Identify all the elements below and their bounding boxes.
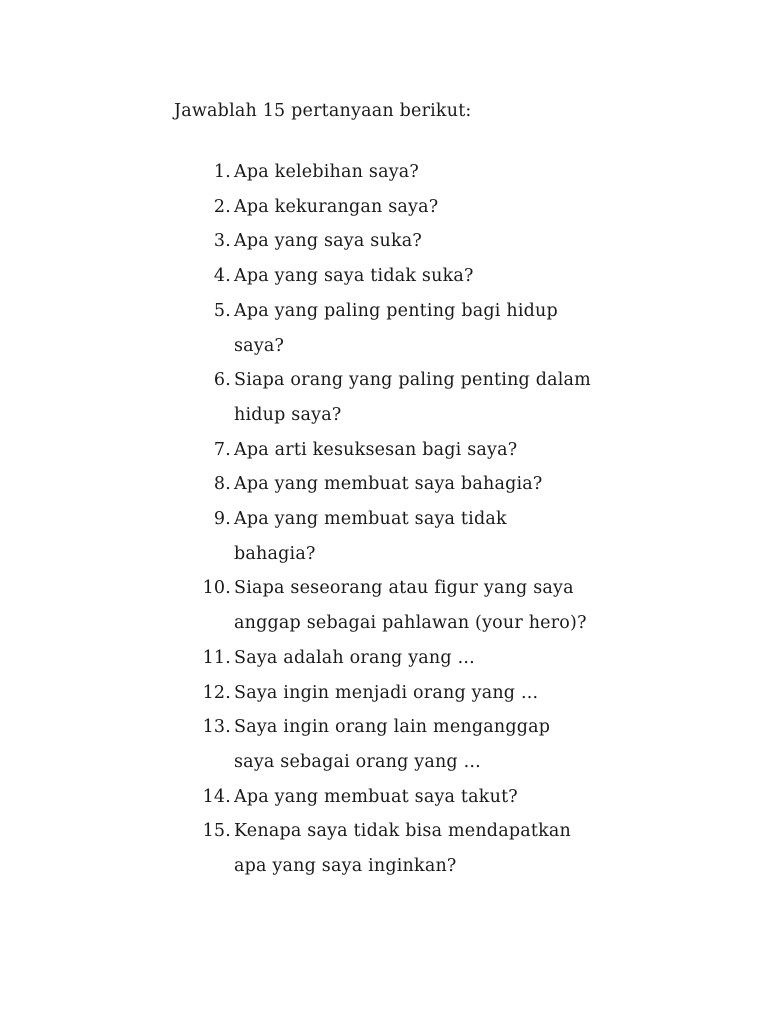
question-number: 14. [202,786,231,807]
question-item [0,224,768,259]
question-text-line: Kenapa saya tidak bisa mendapatkan [234,821,572,842]
question-item [0,259,768,294]
question-text-line: Apa yang paling penting bagi hidup [234,300,558,321]
question-number: 12. [202,682,231,703]
question-text-line: Apa yang membuat saya takut? [234,786,518,807]
question-item [0,433,768,468]
question-number: 2. [213,196,231,217]
question-text-line: saya? [234,335,285,356]
question-text-line: Apa arti kesuksesan bagi saya? [234,439,518,460]
question-number: 15. [202,821,231,842]
question-text-line: Saya ingin orang lain menganggap [234,717,551,738]
question-number: 6. [213,370,231,391]
question-text-line: hidup saya? [234,404,342,425]
question-item [0,676,768,711]
question-list [0,155,768,884]
question-item [0,710,768,779]
question-number: 7. [213,439,231,460]
question-item [0,502,768,571]
question-item [0,814,768,883]
question-text-line: Apa kekurangan saya? [234,196,439,217]
question-number: 5. [213,300,231,321]
question-item [0,780,768,815]
question-item [0,571,768,640]
question-number: 13. [202,717,231,738]
question-text-line: anggap sebagai pahlawan (your hero)? [234,613,587,634]
question-text-line: Apa kelebihan saya? [234,162,420,182]
question-number: 4. [213,266,231,287]
question-item [0,155,768,190]
question-number: 1. [213,162,231,182]
question-text-line: saya sebagai orang yang ... [234,751,481,772]
question-number: 3. [213,231,231,252]
question-number: 10. [202,578,231,599]
question-text-line: Apa yang membuat saya bahagia? [234,474,543,495]
question-item [0,363,768,432]
question-text-line: Saya ingin menjadi orang yang ... [234,682,539,703]
question-text-line: Apa yang saya suka? [234,231,422,252]
question-item [0,641,768,676]
question-number: 11. [202,647,231,668]
question-text-line: bahagia? [234,543,316,564]
question-text-line: Siapa seseorang atau figur yang saya [234,578,574,599]
question-text-line: Saya adalah orang yang ... [234,647,475,668]
question-text-line: Siapa orang yang paling penting dalam [234,370,591,391]
question-item [0,190,768,225]
page-heading: Jawablah 15 pertanyaan berikut: [174,101,472,121]
question-item [0,294,768,363]
question-text-line: Apa yang saya tidak suka? [234,266,474,287]
question-number: 8. [213,474,231,495]
question-text-line: apa yang saya inginkan? [234,856,457,877]
question-text-line: Apa yang membuat saya tidak [234,509,507,530]
question-number: 9. [213,509,231,530]
question-item [0,467,768,502]
